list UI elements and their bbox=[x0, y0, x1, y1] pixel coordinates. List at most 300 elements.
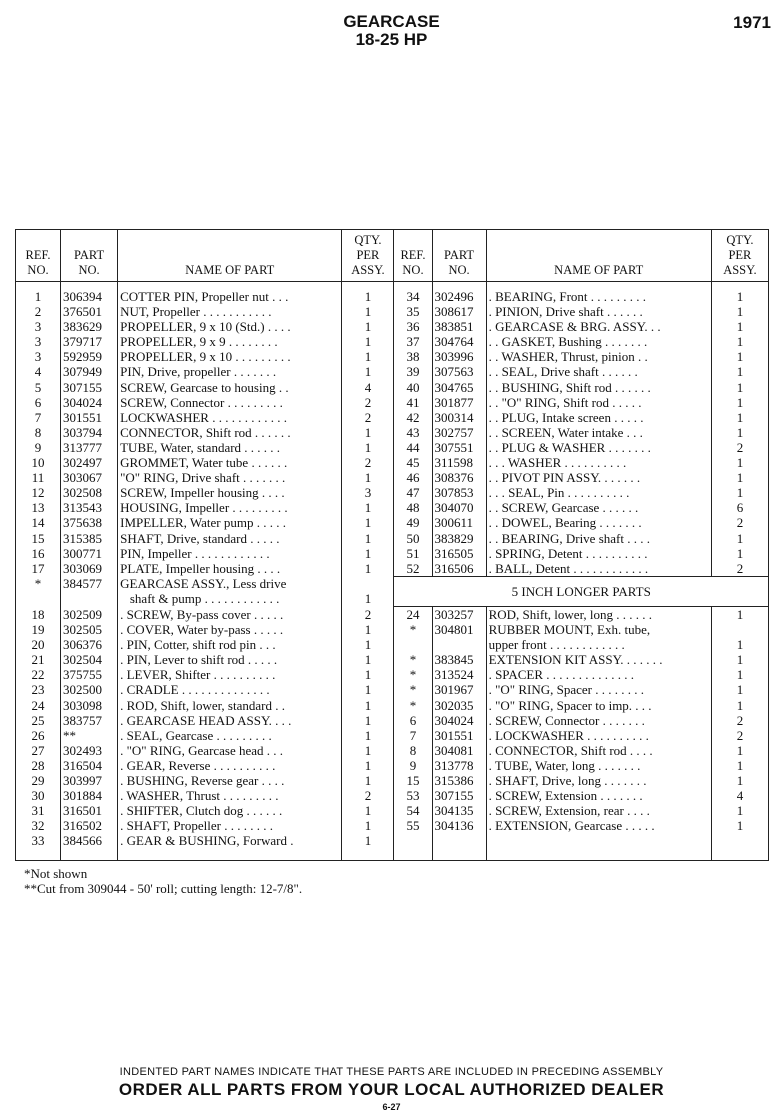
part-name: . CONNECTOR, Shift rod . . . . bbox=[486, 743, 711, 758]
ref-no bbox=[394, 637, 432, 652]
part-no: 313524 bbox=[432, 667, 486, 682]
part-no: 383757 bbox=[61, 713, 118, 728]
part-name: . GEAR & BUSHING, Forward . bbox=[118, 833, 342, 861]
part-no: 316501 bbox=[61, 803, 118, 818]
part-name: . SPRING, Detent . . . . . . . . . . bbox=[486, 546, 711, 561]
section-title: 5 INCH LONGER PARTS bbox=[394, 576, 769, 606]
ref-no: 6 bbox=[34, 394, 42, 410]
part-no: 383845 bbox=[432, 652, 486, 667]
ref-no: 4 bbox=[34, 364, 42, 380]
part-no: 304024 bbox=[61, 395, 118, 410]
part-no: 315386 bbox=[432, 773, 486, 788]
ref-no: 40 bbox=[394, 380, 432, 395]
table-row bbox=[16, 728, 769, 743]
table-row bbox=[16, 364, 769, 379]
ref-no: 16 bbox=[31, 545, 45, 561]
part-no: 302500 bbox=[61, 682, 118, 697]
qty-per-assy: 1 bbox=[711, 818, 768, 833]
part-no: 308617 bbox=[432, 304, 486, 319]
part-name: . TUBE, Water, long . . . . . . . bbox=[486, 758, 711, 773]
part-name: . "O" RING, Spacer to imp. . . . bbox=[486, 698, 711, 713]
ref-no: 38 bbox=[394, 349, 432, 364]
qty-per-assy: 2 bbox=[342, 606, 394, 622]
ref-no: 31 bbox=[31, 803, 45, 819]
qty-per-assy: 1 bbox=[711, 698, 768, 713]
col-header-qty: QTY. PER ASSY. bbox=[711, 230, 768, 282]
page-subtitle: 18-25 HP bbox=[355, 30, 428, 49]
ref-no: * bbox=[34, 576, 42, 592]
col-header-qty: QTY. PER ASSY. bbox=[342, 230, 394, 282]
part-name: . . SCREEN, Water intake . . . bbox=[486, 425, 711, 440]
part-name: . GEAR, Reverse . . . . . . . . . . bbox=[118, 758, 342, 773]
qty-per-assy: 1 bbox=[711, 380, 768, 395]
qty-per-assy: 1 bbox=[342, 561, 394, 577]
part-no: 384566 bbox=[61, 833, 118, 861]
part-name: . SCREW, Extension, rear . . . . bbox=[486, 803, 711, 818]
footnote-not-shown: *Not shown bbox=[24, 866, 88, 881]
table-row bbox=[16, 561, 769, 577]
part-no: 303069 bbox=[61, 561, 118, 577]
qty-per-assy bbox=[342, 576, 394, 591]
part-name: . GEARCASE HEAD ASSY. . . . bbox=[118, 713, 342, 728]
qty-per-assy: 1 bbox=[342, 500, 394, 515]
part-no: 302508 bbox=[61, 485, 118, 500]
qty-per-assy: 2 bbox=[342, 410, 394, 425]
qty-per-assy: 1 bbox=[342, 349, 394, 364]
ref-no: 49 bbox=[394, 515, 432, 530]
model-year: 1971 bbox=[733, 13, 771, 32]
part-name: PLATE, Impeller housing . . . . bbox=[118, 561, 342, 577]
ref-no: 13 bbox=[31, 500, 45, 516]
part-no: 307155 bbox=[432, 788, 486, 803]
part-name: shaft & pump . . . . . . . . . . . . bbox=[118, 591, 342, 606]
ref-no: 35 bbox=[394, 304, 432, 319]
part-name: . SHAFT, Propeller . . . . . . . . bbox=[118, 818, 342, 833]
part-no: 301877 bbox=[432, 395, 486, 410]
qty-per-assy: 1 bbox=[711, 773, 768, 788]
indent-note: INDENTED PART NAMES INDICATE THAT THESE PARTS ARE INCLUDED IN PRECEDING ASSEMBLY bbox=[119, 1066, 664, 1078]
part-no: 313543 bbox=[61, 500, 118, 515]
ref-no: 6 bbox=[394, 713, 432, 728]
table-row bbox=[16, 758, 769, 773]
part-no: 302035 bbox=[432, 698, 486, 713]
qty-per-assy: 1 bbox=[711, 546, 768, 561]
part-name: . . WASHER, Thrust, pinion . . bbox=[486, 349, 711, 364]
part-no: 379717 bbox=[61, 334, 118, 349]
part-name: . . . WASHER . . . . . . . . . . bbox=[486, 455, 711, 470]
part-no: 302497 bbox=[61, 455, 118, 470]
col-header-ref: REF. NO. bbox=[16, 230, 61, 282]
table-row bbox=[16, 743, 769, 758]
part-name: NUT, Propeller . . . . . . . . . . . bbox=[118, 304, 342, 319]
table-row bbox=[16, 440, 769, 455]
qty-per-assy: 1 bbox=[711, 682, 768, 697]
qty-per-assy: 1 bbox=[342, 364, 394, 379]
part-name: . . SEAL, Drive shaft . . . . . . bbox=[486, 364, 711, 379]
table-row bbox=[16, 637, 769, 652]
ref-no: 14 bbox=[31, 515, 45, 531]
part-name: . BEARING, Front . . . . . . . . . bbox=[486, 282, 711, 305]
part-no: 383851 bbox=[432, 319, 486, 334]
ref-no: 10 bbox=[31, 455, 45, 471]
qty-per-assy: 1 bbox=[342, 334, 394, 349]
part-name: SCREW, Connector . . . . . . . . . bbox=[118, 395, 342, 410]
part-no: 383629 bbox=[61, 319, 118, 334]
part-no: 302504 bbox=[61, 652, 118, 667]
table-row bbox=[16, 334, 769, 349]
qty-per-assy: 1 bbox=[342, 515, 394, 530]
table-row bbox=[16, 788, 769, 803]
part-name: . GEARCASE & BRG. ASSY. . . bbox=[486, 319, 711, 334]
empty-cell bbox=[394, 833, 432, 861]
part-name: . PINION, Drive shaft . . . . . . bbox=[486, 304, 711, 319]
part-no: 375638 bbox=[61, 515, 118, 530]
qty-per-assy: 1 bbox=[342, 698, 394, 713]
part-no: 304135 bbox=[432, 803, 486, 818]
ref-no: 25 bbox=[31, 712, 45, 728]
part-no: 300611 bbox=[432, 515, 486, 530]
page-number: 6-27 bbox=[382, 1102, 401, 1112]
qty-per-assy: 1 bbox=[711, 667, 768, 682]
ref-no: 22 bbox=[31, 667, 45, 683]
part-no: 303257 bbox=[432, 606, 486, 622]
qty-per-assy: 1 bbox=[342, 440, 394, 455]
empty-cell bbox=[711, 833, 768, 861]
qty-per-assy: 1 bbox=[711, 334, 768, 349]
qty-per-assy: 1 bbox=[342, 591, 394, 606]
qty-per-assy: 1 bbox=[711, 803, 768, 818]
ref-no: 26 bbox=[31, 727, 45, 743]
ref-no: 15 bbox=[31, 530, 45, 546]
qty-per-assy: 1 bbox=[342, 803, 394, 818]
part-name: PIN, Impeller . . . . . . . . . . . . bbox=[118, 546, 342, 561]
table-row bbox=[16, 606, 769, 622]
ref-no: * bbox=[394, 622, 432, 637]
table-row bbox=[16, 698, 769, 713]
qty-per-assy: 1 bbox=[711, 364, 768, 379]
part-name: . . DOWEL, Bearing . . . . . . . bbox=[486, 515, 711, 530]
part-no: 304070 bbox=[432, 500, 486, 515]
part-name: PIN, Drive, propeller . . . . . . . bbox=[118, 364, 342, 379]
table-row bbox=[16, 682, 769, 697]
part-name: TUBE, Water, standard . . . . . . bbox=[118, 440, 342, 455]
part-no: 307551 bbox=[432, 440, 486, 455]
part-name: . SCREW, Extension . . . . . . . bbox=[486, 788, 711, 803]
part-no: 307563 bbox=[432, 364, 486, 379]
ref-no bbox=[16, 591, 61, 606]
part-name: . BALL, Detent . . . . . . . . . . . . bbox=[486, 561, 711, 577]
qty-per-assy: 1 bbox=[711, 606, 768, 622]
table-row bbox=[16, 349, 769, 364]
part-no: 316502 bbox=[61, 818, 118, 833]
part-no: 313777 bbox=[61, 440, 118, 455]
part-no: 308376 bbox=[432, 470, 486, 485]
table-row bbox=[16, 455, 769, 470]
ref-no: 7 bbox=[34, 409, 42, 425]
table-row bbox=[16, 833, 769, 861]
part-no: 300771 bbox=[61, 546, 118, 561]
empty-cell bbox=[486, 833, 711, 861]
part-no: 302505 bbox=[61, 622, 118, 637]
qty-per-assy: 2 bbox=[342, 455, 394, 470]
part-no: 316505 bbox=[432, 546, 486, 561]
table-row bbox=[16, 485, 769, 500]
qty-per-assy: 1 bbox=[711, 304, 768, 319]
part-no: 307949 bbox=[61, 364, 118, 379]
ref-no: 21 bbox=[31, 652, 45, 668]
part-name: GROMMET, Water tube . . . . . . bbox=[118, 455, 342, 470]
table-header-row bbox=[16, 230, 769, 282]
part-name: HOUSING, Impeller . . . . . . . . . bbox=[118, 500, 342, 515]
part-no: 302493 bbox=[61, 743, 118, 758]
part-name: . EXTENSION, Gearcase . . . . . bbox=[486, 818, 711, 833]
ref-no: 5 bbox=[34, 379, 42, 395]
table-row bbox=[16, 667, 769, 682]
parts-table bbox=[15, 229, 769, 861]
part-name: . SPACER . . . . . . . . . . . . . . bbox=[486, 667, 711, 682]
ref-no: 15 bbox=[394, 773, 432, 788]
ref-no: 48 bbox=[394, 500, 432, 515]
col-header-part: PART NO. bbox=[432, 230, 486, 282]
part-no: 316504 bbox=[61, 758, 118, 773]
ref-no: 7 bbox=[394, 728, 432, 743]
part-no: 300314 bbox=[432, 410, 486, 425]
ref-no: 27 bbox=[31, 742, 45, 758]
part-name: IMPELLER, Water pump . . . . . bbox=[118, 515, 342, 530]
ref-no: 34 bbox=[394, 282, 432, 305]
ref-no: 3 bbox=[34, 349, 42, 365]
ref-no: 55 bbox=[394, 818, 432, 833]
part-name: CONNECTOR, Shift rod . . . . . . bbox=[118, 425, 342, 440]
ref-no: 50 bbox=[394, 531, 432, 546]
part-no: 302509 bbox=[61, 606, 118, 622]
table-row bbox=[16, 818, 769, 833]
part-no: 306376 bbox=[61, 637, 118, 652]
part-no: 301551 bbox=[61, 410, 118, 425]
ref-no: 47 bbox=[394, 485, 432, 500]
part-name: . COVER, Water by-pass . . . . . bbox=[118, 622, 342, 637]
qty-per-assy: 1 bbox=[711, 425, 768, 440]
ref-no: 43 bbox=[394, 425, 432, 440]
part-no: 315385 bbox=[61, 531, 118, 546]
qty-per-assy: 1 bbox=[342, 758, 394, 773]
ref-no: 11 bbox=[31, 470, 45, 486]
table-row bbox=[16, 304, 769, 319]
part-no: 302757 bbox=[432, 425, 486, 440]
page-title: GEARCASE bbox=[343, 12, 440, 31]
part-name: GEARCASE ASSY., Less drive bbox=[118, 576, 342, 591]
ref-no: 30 bbox=[31, 788, 45, 804]
part-no: 303996 bbox=[432, 349, 486, 364]
qty-per-assy: 1 bbox=[711, 282, 768, 305]
part-no: 303997 bbox=[61, 773, 118, 788]
part-name: EXTENSION KIT ASSY. . . . . . . bbox=[486, 652, 711, 667]
qty-per-assy: 2 bbox=[711, 728, 768, 743]
part-name: . PIN, Lever to shift rod . . . . . bbox=[118, 652, 342, 667]
qty-per-assy: 1 bbox=[342, 667, 394, 682]
part-no: 301884 bbox=[61, 788, 118, 803]
part-name: LOCKWASHER . . . . . . . . . . . . bbox=[118, 410, 342, 425]
part-no: 592959 bbox=[61, 349, 118, 364]
part-no: 304801 bbox=[432, 622, 486, 637]
qty-per-assy: 1 bbox=[711, 319, 768, 334]
part-name: . . PLUG & WASHER . . . . . . . bbox=[486, 440, 711, 455]
qty-per-assy: 1 bbox=[342, 622, 394, 637]
ref-no: 53 bbox=[394, 788, 432, 803]
qty-per-assy: 2 bbox=[711, 713, 768, 728]
part-name: PROPELLER, 9 x 10 . . . . . . . . . bbox=[118, 349, 342, 364]
ref-no: 44 bbox=[394, 440, 432, 455]
ref-no: 1 bbox=[34, 289, 42, 304]
ref-no: * bbox=[394, 698, 432, 713]
ref-no: 12 bbox=[31, 485, 45, 501]
table-row bbox=[16, 515, 769, 530]
ref-no: 18 bbox=[31, 606, 45, 622]
footnotes bbox=[24, 866, 302, 896]
ref-no: 24 bbox=[31, 697, 45, 713]
part-name: . "O" RING, Gearcase head . . . bbox=[118, 743, 342, 758]
ref-no: 37 bbox=[394, 334, 432, 349]
part-no: 304081 bbox=[432, 743, 486, 758]
ref-no: 39 bbox=[394, 364, 432, 379]
table-row bbox=[16, 319, 769, 334]
qty-per-assy: 1 bbox=[711, 349, 768, 364]
ref-no: 3 bbox=[34, 334, 42, 350]
table-row bbox=[16, 395, 769, 410]
table-row bbox=[16, 546, 769, 561]
qty-per-assy: 2 bbox=[342, 788, 394, 803]
qty-per-assy: 1 bbox=[711, 758, 768, 773]
ref-no: 45 bbox=[394, 455, 432, 470]
part-no: 307155 bbox=[61, 380, 118, 395]
qty-per-assy: 1 bbox=[342, 652, 394, 667]
ref-no: 42 bbox=[394, 410, 432, 425]
part-no: 313778 bbox=[432, 758, 486, 773]
part-name: . SCREW, Connector . . . . . . . bbox=[486, 713, 711, 728]
qty-per-assy: 2 bbox=[711, 561, 768, 577]
ref-no: 9 bbox=[34, 439, 42, 455]
qty-per-assy: 1 bbox=[711, 395, 768, 410]
qty-per-assy: 1 bbox=[342, 425, 394, 440]
ref-no: 19 bbox=[31, 622, 45, 638]
ref-no: 36 bbox=[394, 319, 432, 334]
ref-no: * bbox=[394, 667, 432, 682]
ref-no: 17 bbox=[31, 560, 45, 576]
qty-per-assy: 1 bbox=[711, 470, 768, 485]
ref-no: 33 bbox=[31, 833, 45, 849]
part-no: 306394 bbox=[61, 282, 118, 305]
ref-no: 32 bbox=[31, 818, 45, 834]
part-name: . SHIFTER, Clutch dog . . . . . . bbox=[118, 803, 342, 818]
ref-no: 51 bbox=[394, 546, 432, 561]
part-name: . . PLUG, Intake screen . . . . . bbox=[486, 410, 711, 425]
table-row bbox=[16, 380, 769, 395]
qty-per-assy: 1 bbox=[342, 282, 394, 305]
qty-per-assy: 2 bbox=[711, 515, 768, 530]
qty-per-assy bbox=[711, 622, 768, 637]
qty-per-assy: 1 bbox=[711, 531, 768, 546]
ref-no: 2 bbox=[34, 304, 42, 320]
part-name: PROPELLER, 9 x 9 . . . . . . . . bbox=[118, 334, 342, 349]
part-name: ROD, Shift, lower, long . . . . . . bbox=[486, 606, 711, 622]
qty-per-assy: 1 bbox=[342, 546, 394, 561]
part-no: 311598 bbox=[432, 455, 486, 470]
qty-per-assy: 1 bbox=[342, 304, 394, 319]
part-name: . SCREW, By-pass cover . . . . . bbox=[118, 606, 342, 622]
qty-per-assy: 1 bbox=[342, 818, 394, 833]
part-name: . WASHER, Thrust . . . . . . . . . bbox=[118, 788, 342, 803]
part-no: 301967 bbox=[432, 682, 486, 697]
part-name: . . BEARING, Drive shaft . . . . bbox=[486, 531, 711, 546]
part-name: . BUSHING, Reverse gear . . . . bbox=[118, 773, 342, 788]
qty-per-assy: 1 bbox=[342, 713, 394, 728]
table-row bbox=[16, 622, 769, 637]
ref-no: 9 bbox=[394, 758, 432, 773]
part-name: . "O" RING, Spacer . . . . . . . . bbox=[486, 682, 711, 697]
ref-no: 8 bbox=[394, 743, 432, 758]
ref-no: 52 bbox=[394, 561, 432, 577]
ref-no: * bbox=[394, 652, 432, 667]
part-name: "O" RING, Drive shaft . . . . . . . bbox=[118, 470, 342, 485]
ref-no: 28 bbox=[31, 757, 45, 773]
qty-per-assy: 2 bbox=[342, 395, 394, 410]
qty-per-assy: 1 bbox=[342, 728, 394, 743]
part-name: RUBBER MOUNT, Exh. tube, bbox=[486, 622, 711, 637]
qty-per-assy: 1 bbox=[711, 410, 768, 425]
part-name: . . PIVOT PIN ASSY. . . . . . . bbox=[486, 470, 711, 485]
ref-no: 46 bbox=[394, 470, 432, 485]
table-row bbox=[16, 531, 769, 546]
qty-per-assy: 1 bbox=[711, 455, 768, 470]
qty-per-assy: 1 bbox=[711, 637, 768, 652]
qty-per-assy: 1 bbox=[342, 470, 394, 485]
part-name: . LEVER, Shifter . . . . . . . . . . bbox=[118, 667, 342, 682]
part-no: 303067 bbox=[61, 470, 118, 485]
part-no: ** bbox=[61, 728, 118, 743]
part-name: . CRADLE . . . . . . . . . . . . . . bbox=[118, 682, 342, 697]
ref-no: 23 bbox=[31, 682, 45, 698]
part-no: 304024 bbox=[432, 713, 486, 728]
part-no: 304764 bbox=[432, 334, 486, 349]
table-row bbox=[16, 470, 769, 485]
part-no: 375755 bbox=[61, 667, 118, 682]
part-no: 303098 bbox=[61, 698, 118, 713]
qty-per-assy: 1 bbox=[711, 485, 768, 500]
qty-per-assy: 1 bbox=[342, 682, 394, 697]
part-name: COTTER PIN, Propeller nut . . . bbox=[118, 282, 342, 305]
ref-no: 29 bbox=[31, 773, 45, 788]
part-no: 383829 bbox=[432, 531, 486, 546]
qty-per-assy: 4 bbox=[711, 788, 768, 803]
qty-per-assy: 1 bbox=[342, 833, 394, 861]
ref-no: 24 bbox=[394, 606, 432, 622]
qty-per-assy: 3 bbox=[342, 485, 394, 500]
ref-no: * bbox=[394, 682, 432, 697]
part-no: 384577 bbox=[61, 576, 118, 591]
ref-no: 54 bbox=[394, 803, 432, 818]
table-row bbox=[16, 773, 769, 788]
part-no: 301551 bbox=[432, 728, 486, 743]
table-row bbox=[16, 500, 769, 515]
dealer-note: ORDER ALL PARTS FROM YOUR LOCAL AUTHORIZED DEALER bbox=[118, 1080, 665, 1099]
qty-per-assy: 1 bbox=[342, 319, 394, 334]
col-header-name: NAME OF PART bbox=[486, 230, 711, 282]
empty-cell bbox=[432, 833, 486, 861]
qty-per-assy: 2 bbox=[711, 440, 768, 455]
part-name: . . GASKET, Bushing . . . . . . . bbox=[486, 334, 711, 349]
part-name: . SEAL, Gearcase . . . . . . . . . bbox=[118, 728, 342, 743]
part-no: 316506 bbox=[432, 561, 486, 577]
